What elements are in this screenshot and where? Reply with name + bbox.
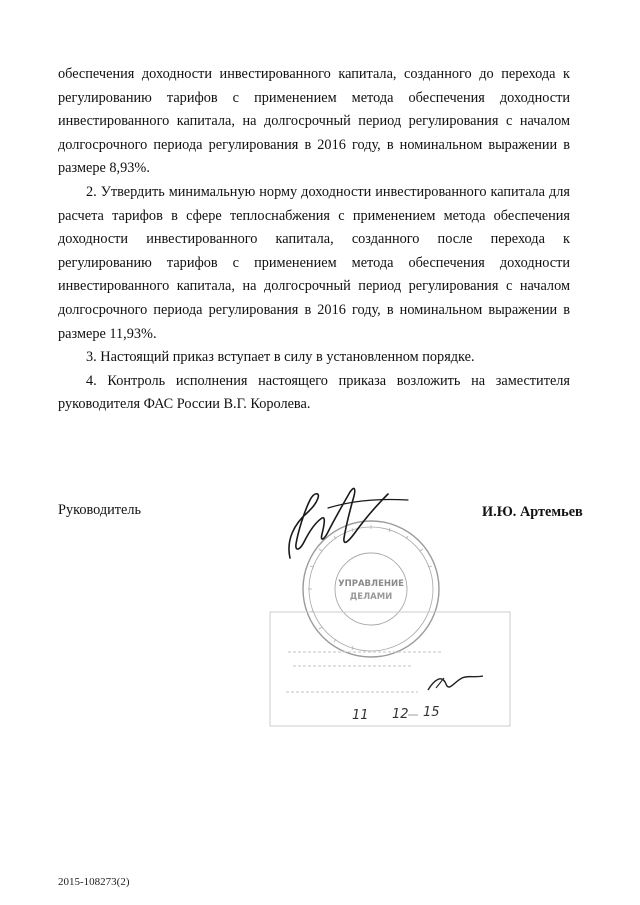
paragraph-item-3: 3. Настоящий приказ вступает в силу в установленном порядке.	[86, 349, 475, 366]
paragraph-continuation: обеспечения доходности инвестированного капитала, созданного до перехода к регулированию тарифов с применением метода обеспечения доходности инвестированного капитала, на долгосрочный период регулирования с началом долгосрочного периода регулирования в 2016 году, в номинальном выражении в размере 8,93%.	[58, 66, 570, 177]
svg-text:15: 15	[423, 705, 440, 720]
registration-stamp	[268, 608, 513, 730]
document-number: 2015-108273(2)	[58, 876, 130, 888]
signatory-name: И.Ю. Артемьев	[482, 504, 583, 520]
handwritten-signature	[268, 478, 418, 568]
svg-text:12: 12	[392, 707, 409, 722]
document-body	[58, 63, 570, 417]
seal-text: УПРАВЛЕНИЕ	[338, 579, 404, 589]
svg-text:ДЕЛАМИ: ДЕЛАМИ	[349, 592, 393, 602]
stamp-date: 11	[352, 708, 369, 723]
signatory-title: Руководитель	[58, 502, 142, 518]
paragraph-item-2: 2. Утвердить минимальную норму доходности инвестированного капитала для расчета тарифов в сфере теплоснабжения с применением метода обеспечения доходности инвестированного капитала, созданного после перехода к регулированию тарифов с применением метода обеспечения доходности инвестированного капитала, на долгосрочный период регулирования с началом долгосрочного периода регулирования в 2016 году, в номинальном выражении в размере 11,93%.	[58, 183, 570, 342]
paragraph-item-4: 4. Контроль исполнения настоящего приказа возложить на заместителя руководителя ФАС России В.Г. Королева.	[58, 372, 570, 413]
